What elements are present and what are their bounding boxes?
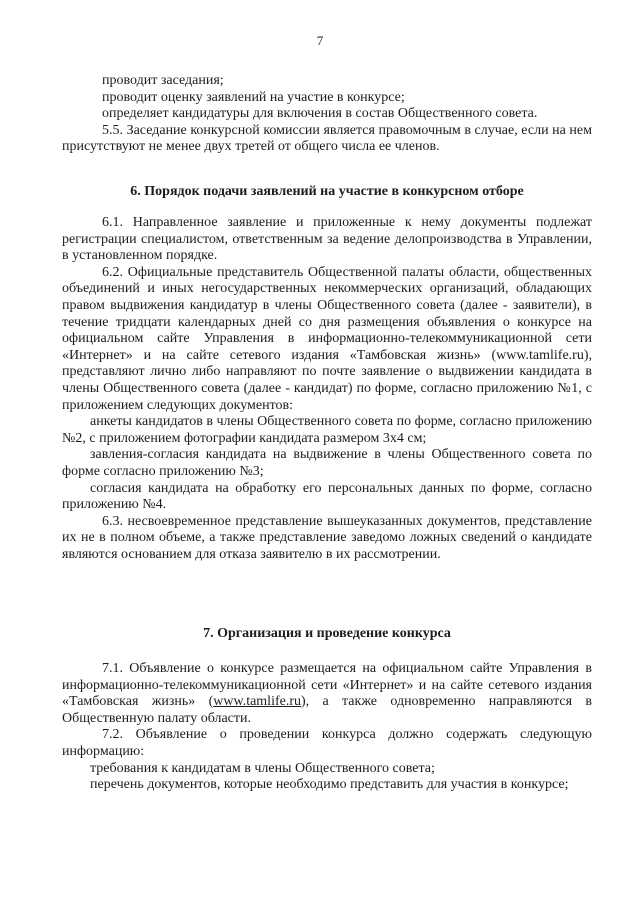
paragraph-7-1-text-end: ), а также одновременно направляются в Общественную палату области.: [62, 694, 592, 726]
list-item: согласия кандидата на обработку его персональных данных по форме, согласно приложению №4.: [62, 480, 592, 513]
paragraph-6-1: 6.1. Направленное заявление и приложенные к нему документы подлежат регистрации специалистом, ответственным за ведение делопроизводства в Управлении, в установленном порядке.: [62, 215, 592, 264]
paragraph-6-3: 6.3. несвоевременное представление вышеуказанных документов, представление их не в полном объеме, а также представление заведомо ложных сведений о кандидате являются основанием для отказа заявителю в их рассмотрении.: [62, 513, 592, 562]
duty-line: определяет кандидатуры для включения в состав Общественного совета.: [102, 106, 538, 122]
list-item: перечень документов, которые необходимо представить для участия в конкурсе;: [90, 777, 569, 793]
section-6-heading: 6. Порядок подачи заявлений на участие в конкурсном отборе: [130, 184, 524, 199]
section-6-body: [62, 215, 592, 563]
paragraph-6-2: 6.2. Официальные представитель Общественной палаты области, общественных объединений и иных негосударственных некоммерческих организаций, обладающих правом выдвижения кандидатур в члены Общественного совета (далее - заявители), в течение тридцати календарных дней со дня размещения объявления о конкурсе на официальном сайте Управления в информационно-телекоммуникационной сети «Интернет» и на сайте сетевого издания «Тамбовская жизнь» (www.tamlife.ru), представляют лично либо направляют по почте заявление о выдвижении кандидата в члены Общественного совета (далее - кандидат) по форме, согласно приложению №1, с приложением следующих документов:: [62, 264, 592, 413]
list-item: завления-согласия кандидата на выдвижение в члены Общественного совета по форме согласно приложению №3;: [62, 447, 592, 479]
list-item: анкеты кандидатов в члены Общественного совета по форме, согласно приложению №2, с приложением фотографии кандидата размером 3х4 см;: [62, 414, 592, 446]
duty-line: проводит оценку заявлений на участие в конкурсе;: [102, 89, 405, 105]
paragraph-7-1: [62, 661, 592, 727]
list-item: требования к кандидатам в члены Общественного совета;: [90, 760, 435, 776]
paragraph-5-5: 5.5. Заседание конкурсной комиссии является правомочным в случае, если на нем присутствуют не менее двух третей от общего числа ее членов.: [62, 122, 592, 155]
paragraph-7-1-text: 7.1. Объявление о конкурсе размещается на официальном сайте Управления в информационно-телекоммуникационной сети «Интернет» и на сайте сетевого издания «Тамбовская жизнь» (: [62, 661, 592, 710]
section-7-body: [62, 661, 592, 794]
paragraph-7-2: 7.2. Объявление о проведении конкурса должно содержать следующую информацию:: [62, 727, 592, 759]
section-7-heading: 7. Организация и проведение конкурса: [203, 626, 451, 641]
commission-duties: [62, 73, 592, 156]
tamlife-link[interactable]: www.tamlife.ru: [213, 694, 301, 710]
duty-line: проводит заседания;: [102, 73, 224, 88]
page-number: 7: [316, 33, 324, 48]
